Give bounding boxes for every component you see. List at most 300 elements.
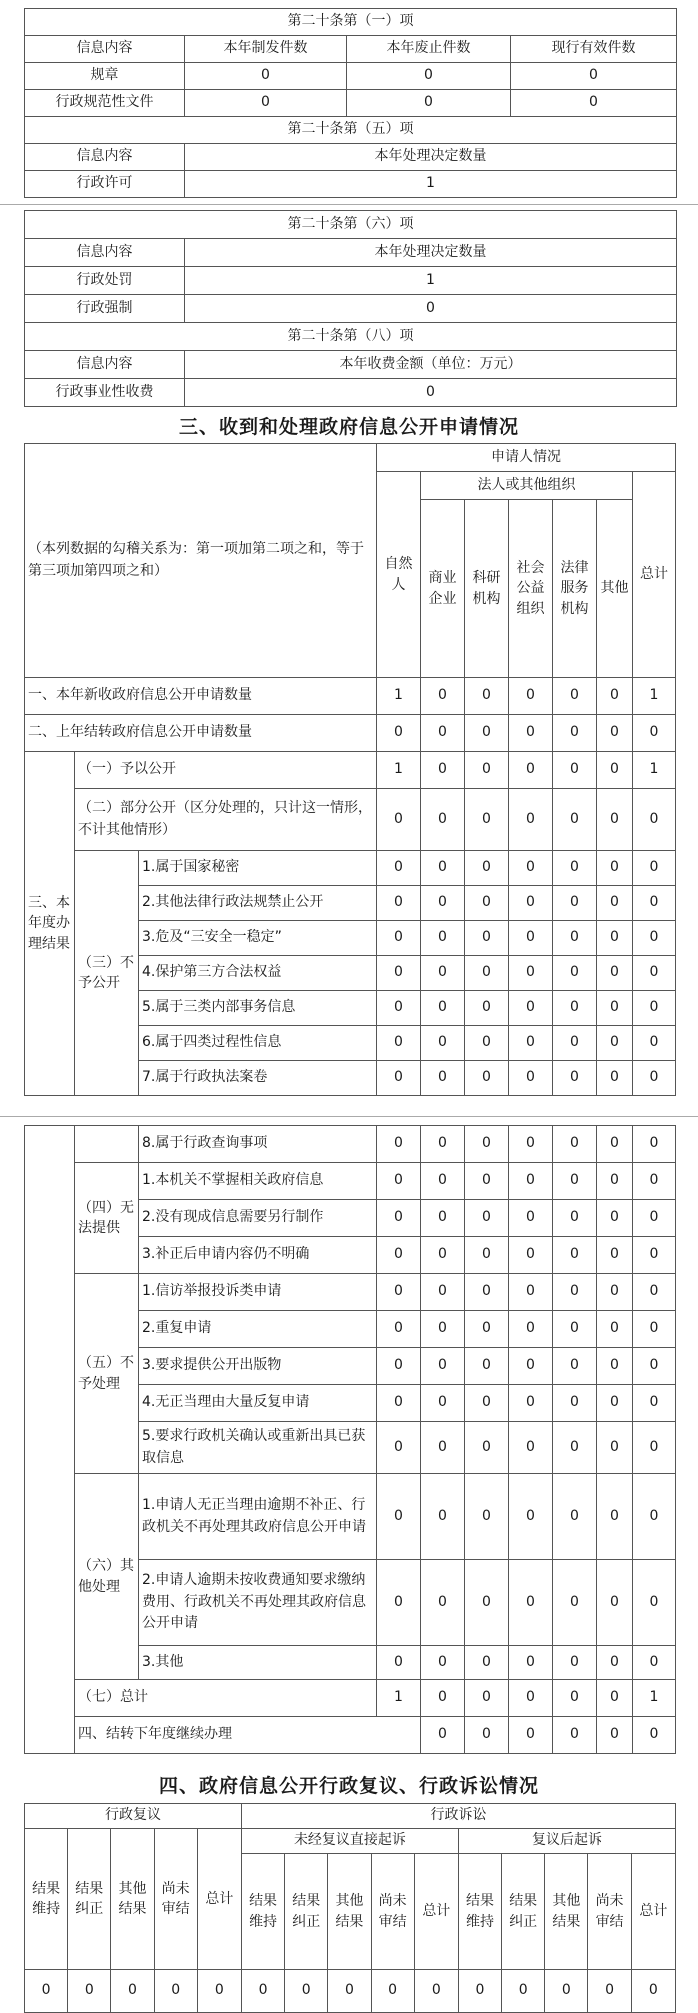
row-label: 5.要求行政机关确认或重新出具已获取信息 — [139, 1422, 377, 1474]
header-cell: 本年收费金额（单位：万元） — [185, 351, 677, 379]
value-cell: 0 — [465, 1061, 509, 1096]
row-label: 二、上年结转政府信息公开申请数量 — [25, 715, 377, 752]
row-label: 一、本年新收政府信息公开申请数量 — [25, 678, 377, 715]
value-cell: 0 — [421, 1474, 465, 1560]
value-cell: 0 — [509, 1163, 553, 1200]
value-cell: 0 — [553, 956, 597, 991]
value-cell: 0 — [511, 63, 677, 90]
row-label: 2.申请人逾期未按收费通知要求缴纳费用、行政机关不再处理其政府信息公开申请 — [139, 1560, 377, 1646]
row-label: 4.保护第三方合法权益 — [139, 956, 377, 991]
col-header: 总计 — [414, 1854, 458, 1970]
value-cell: 0 — [633, 1026, 676, 1061]
value-cell: 0 — [421, 956, 465, 991]
value-cell: 0 — [509, 1026, 553, 1061]
value-cell: 0 — [68, 1970, 111, 2013]
table-applications-part2 — [24, 1125, 676, 1754]
value-cell: 0 — [553, 1560, 597, 1646]
col-header: 总计 — [631, 1854, 675, 1970]
section-heading-4: 四、政府信息公开行政复议、行政诉讼情况 — [158, 1775, 539, 1797]
value-cell: 0 — [465, 789, 509, 851]
value-cell: 0 — [553, 1061, 597, 1096]
section-title: 第二十条第（六）项 — [25, 211, 677, 239]
value-cell: 0 — [421, 715, 465, 752]
subgroup-label: （六）其他处理 — [75, 1474, 139, 1680]
col-header: 其他结果 — [328, 1854, 371, 1970]
col-header: 结果纠正 — [68, 1829, 111, 1970]
value-cell: 0 — [597, 1061, 633, 1096]
table-article20-1-5 — [24, 8, 677, 198]
value-cell: 0 — [458, 1970, 501, 2013]
value-cell: 0 — [633, 1163, 676, 1200]
table-row — [25, 1163, 676, 1200]
value-cell: 0 — [465, 1680, 509, 1717]
table-row — [25, 1717, 676, 1754]
direct-lawsuit-header: 未经复议直接起诉 — [241, 1829, 458, 1854]
value-cell: 0 — [553, 1717, 597, 1754]
value-cell: 0 — [377, 921, 421, 956]
value-cell: 0 — [185, 379, 677, 407]
header-cell: 本年处理决定数量 — [185, 239, 677, 267]
value-cell: 0 — [421, 1422, 465, 1474]
subgroup-label: （五）不予处理 — [75, 1274, 139, 1474]
value-cell: 0 — [597, 678, 633, 715]
header-cell: 本年制发件数 — [185, 36, 347, 63]
row-label: （一）予以公开 — [75, 752, 377, 789]
value-cell: 0 — [509, 1348, 553, 1385]
value-cell: 0 — [597, 1237, 633, 1274]
value-cell: 0 — [597, 1717, 633, 1754]
value-cell: 0 — [421, 1126, 465, 1163]
header-cell: 本年废止件数 — [347, 36, 511, 63]
value-cell: 0 — [509, 1646, 553, 1680]
value-cell: 0 — [465, 1422, 509, 1474]
header-cell: 信息内容 — [25, 239, 185, 267]
value-cell: 0 — [465, 851, 509, 886]
value-cell: 1 — [377, 1680, 421, 1717]
review-header: 行政复议 — [25, 1804, 242, 1829]
value-cell: 0 — [377, 1163, 421, 1200]
table-row — [25, 1126, 676, 1163]
value-cell: 0 — [111, 1970, 154, 2013]
table-review-lawsuit — [24, 1803, 676, 2013]
value-cell: 1 — [185, 171, 677, 198]
value-cell: 0 — [553, 789, 597, 851]
value-cell: 0 — [509, 851, 553, 886]
value-cell: 0 — [553, 1200, 597, 1237]
value-cell: 0 — [347, 90, 511, 117]
table-row — [25, 1970, 676, 2013]
value-cell: 0 — [509, 1311, 553, 1348]
value-cell: 0 — [377, 789, 421, 851]
value-cell: 0 — [509, 1680, 553, 1717]
value-cell: 0 — [597, 1422, 633, 1474]
header-cell: 信息内容 — [25, 36, 185, 63]
value-cell: 0 — [465, 752, 509, 789]
header-cell: 信息内容 — [25, 351, 185, 379]
value-cell: 0 — [633, 1274, 676, 1311]
value-cell: 0 — [465, 1311, 509, 1348]
value-cell: 0 — [509, 1061, 553, 1096]
value-cell: 0 — [631, 1970, 675, 2013]
value-cell: 0 — [597, 752, 633, 789]
value-cell: 0 — [509, 1560, 553, 1646]
value-cell: 0 — [377, 956, 421, 991]
value-cell: 0 — [377, 715, 421, 752]
value-cell: 0 — [465, 678, 509, 715]
value-cell: 0 — [553, 1646, 597, 1680]
table-row — [25, 1474, 676, 1560]
page-separator — [0, 204, 698, 205]
value-cell: 0 — [377, 851, 421, 886]
value-cell: 0 — [465, 1717, 509, 1754]
value-cell: 0 — [509, 991, 553, 1026]
value-cell: 0 — [465, 1163, 509, 1200]
value-cell: 0 — [597, 1680, 633, 1717]
col-legal-service: 法律服务机构 — [553, 500, 597, 678]
value-cell: 0 — [421, 678, 465, 715]
value-cell: 0 — [545, 1970, 588, 2013]
value-cell: 0 — [633, 715, 676, 752]
value-cell: 0 — [553, 851, 597, 886]
value-cell: 0 — [377, 991, 421, 1026]
value-cell: 0 — [509, 1474, 553, 1560]
value-cell: 0 — [377, 1061, 421, 1096]
value-cell: 0 — [421, 1717, 465, 1754]
value-cell: 0 — [377, 1126, 421, 1163]
value-cell: 0 — [553, 1680, 597, 1717]
value-cell: 0 — [421, 1026, 465, 1061]
row-label: 四、结转下年度继续办理 — [75, 1717, 421, 1754]
value-cell: 0 — [553, 921, 597, 956]
value-cell: 0 — [421, 1311, 465, 1348]
row-label: 行政强制 — [25, 295, 185, 323]
value-cell: 0 — [377, 1422, 421, 1474]
value-cell: 0 — [553, 1274, 597, 1311]
value-cell: 0 — [553, 991, 597, 1026]
lawsuit-header: 行政诉讼 — [241, 1804, 675, 1829]
value-cell: 0 — [371, 1970, 414, 2013]
value-cell: 0 — [465, 1026, 509, 1061]
value-cell: 0 — [377, 1311, 421, 1348]
value-cell: 0 — [597, 886, 633, 921]
table-row — [25, 1274, 676, 1311]
value-cell: 0 — [597, 1311, 633, 1348]
row-label: 2.没有现成信息需要另行制作 — [139, 1200, 377, 1237]
value-cell: 0 — [465, 886, 509, 921]
value-cell: 0 — [421, 1163, 465, 1200]
value-cell: 0 — [421, 1385, 465, 1422]
value-cell: 0 — [377, 1026, 421, 1061]
value-cell: 0 — [633, 921, 676, 956]
value-cell: 0 — [597, 1348, 633, 1385]
value-cell: 0 — [185, 63, 347, 90]
value-cell: 0 — [509, 956, 553, 991]
row-label: 行政规范性文件 — [25, 90, 185, 117]
value-cell: 0 — [633, 1560, 676, 1646]
value-cell: 0 — [421, 991, 465, 1026]
value-cell: 0 — [285, 1970, 328, 2013]
group-label: 三、本年度办理结果 — [25, 752, 75, 1096]
col-public-welfare: 社会公益组织 — [509, 500, 553, 678]
row-label: （二）部分公开（区分处理的，只计这一情形，不计其他情形） — [75, 789, 377, 851]
value-cell: 0 — [241, 1970, 284, 2013]
value-cell: 1 — [185, 267, 677, 295]
value-cell: 0 — [509, 678, 553, 715]
value-cell: 0 — [509, 789, 553, 851]
value-cell: 0 — [197, 1970, 241, 2013]
value-cell: 0 — [633, 1311, 676, 1348]
value-cell: 0 — [553, 1237, 597, 1274]
row-label: 规章 — [25, 63, 185, 90]
value-cell: 0 — [597, 1126, 633, 1163]
value-cell: 0 — [377, 886, 421, 921]
value-cell: 0 — [421, 752, 465, 789]
row-label: 2.其他法律行政法规禁止公开 — [139, 886, 377, 921]
value-cell: 0 — [185, 295, 677, 323]
table-row — [25, 789, 676, 851]
value-cell: 0 — [377, 1274, 421, 1311]
row-label: 7.属于行政执法案卷 — [139, 1061, 377, 1096]
value-cell: 0 — [597, 1646, 633, 1680]
value-cell: 0 — [633, 1385, 676, 1422]
table-article20-6-8 — [24, 210, 677, 407]
value-cell: 0 — [465, 1200, 509, 1237]
value-cell: 0 — [633, 1646, 676, 1680]
col-total: 总计 — [633, 472, 676, 678]
col-header: 尚未审结 — [371, 1854, 414, 1970]
col-business: 商业企业 — [421, 500, 465, 678]
value-cell: 0 — [509, 1126, 553, 1163]
value-cell: 0 — [509, 752, 553, 789]
value-cell: 0 — [421, 921, 465, 956]
value-cell: 0 — [465, 715, 509, 752]
value-cell: 0 — [597, 1163, 633, 1200]
value-cell: 0 — [347, 63, 511, 90]
value-cell: 0 — [421, 1680, 465, 1717]
col-header: 结果维持 — [25, 1829, 68, 1970]
col-header: 结果纠正 — [502, 1854, 545, 1970]
value-cell: 0 — [421, 1237, 465, 1274]
col-research: 科研机构 — [465, 500, 509, 678]
col-header: 结果纠正 — [285, 1854, 328, 1970]
value-cell: 0 — [633, 956, 676, 991]
row-label: （七）总计 — [75, 1680, 377, 1717]
value-cell: 0 — [553, 678, 597, 715]
table-row — [25, 1680, 676, 1717]
value-cell: 0 — [553, 752, 597, 789]
row-label: 6.属于四类过程性信息 — [139, 1026, 377, 1061]
value-cell: 0 — [553, 1422, 597, 1474]
row-label: 2.重复申请 — [139, 1311, 377, 1348]
value-cell: 0 — [597, 991, 633, 1026]
value-cell: 0 — [377, 1646, 421, 1680]
value-cell: 0 — [509, 1200, 553, 1237]
value-cell: 0 — [465, 991, 509, 1026]
value-cell: 0 — [421, 851, 465, 886]
value-cell: 0 — [465, 1237, 509, 1274]
value-cell: 0 — [421, 1061, 465, 1096]
value-cell: 1 — [377, 752, 421, 789]
value-cell: 0 — [633, 789, 676, 851]
value-cell: 0 — [509, 1274, 553, 1311]
row-label: 行政许可 — [25, 171, 185, 198]
value-cell: 0 — [633, 1348, 676, 1385]
legal-header: 法人或其他组织 — [421, 472, 633, 500]
value-cell: 0 — [465, 956, 509, 991]
value-cell: 0 — [553, 886, 597, 921]
row-label: 1.属于国家秘密 — [139, 851, 377, 886]
value-cell: 0 — [421, 1646, 465, 1680]
value-cell: 0 — [421, 1200, 465, 1237]
value-cell: 0 — [509, 1422, 553, 1474]
section-title: 第二十条第（一）项 — [25, 9, 677, 36]
header-cell: 本年处理决定数量 — [185, 144, 677, 171]
value-cell: 0 — [509, 1237, 553, 1274]
col-header: 尚未审结 — [588, 1854, 631, 1970]
value-cell: 0 — [377, 1560, 421, 1646]
col-header: 其他结果 — [111, 1829, 154, 1970]
table-row — [25, 752, 676, 789]
value-cell: 0 — [597, 789, 633, 851]
row-label: 3.危及“三安全一稳定” — [139, 921, 377, 956]
table-row — [25, 678, 676, 715]
value-cell: 0 — [597, 1200, 633, 1237]
value-cell: 0 — [553, 1026, 597, 1061]
value-cell: 0 — [465, 1274, 509, 1311]
value-cell: 0 — [328, 1970, 371, 2013]
value-cell: 0 — [154, 1970, 197, 2013]
col-header: 其他结果 — [545, 1854, 588, 1970]
value-cell: 0 — [377, 1474, 421, 1560]
table-row — [25, 715, 676, 752]
value-cell: 0 — [597, 956, 633, 991]
col-header: 结果维持 — [458, 1854, 501, 1970]
value-cell: 0 — [633, 1422, 676, 1474]
value-cell: 0 — [509, 1385, 553, 1422]
subgroup-label: （四）无法提供 — [75, 1163, 139, 1274]
value-cell: 0 — [377, 1385, 421, 1422]
value-cell: 0 — [597, 1026, 633, 1061]
row-label: 1.信访举报投诉类申请 — [139, 1274, 377, 1311]
value-cell: 0 — [553, 1348, 597, 1385]
value-cell: 0 — [421, 886, 465, 921]
row-label: 1.本机关不掌握相关政府信息 — [139, 1163, 377, 1200]
value-cell: 0 — [421, 1274, 465, 1311]
value-cell: 0 — [597, 851, 633, 886]
value-cell: 0 — [553, 1474, 597, 1560]
value-cell: 0 — [633, 1126, 676, 1163]
value-cell: 0 — [465, 1560, 509, 1646]
value-cell: 0 — [633, 991, 676, 1026]
value-cell: 0 — [509, 921, 553, 956]
value-cell: 0 — [633, 886, 676, 921]
value-cell: 0 — [465, 1646, 509, 1680]
value-cell: 0 — [597, 921, 633, 956]
value-cell: 0 — [509, 886, 553, 921]
note-cell: （本列数据的勾稽关系为：第一项加第二项之和，等于第三项加第四项之和） — [25, 444, 377, 678]
row-label: 4.无正当理由大量反复申请 — [139, 1385, 377, 1422]
value-cell: 0 — [465, 1385, 509, 1422]
row-label: 3.其他 — [139, 1646, 377, 1680]
value-cell: 0 — [465, 921, 509, 956]
value-cell: 0 — [633, 1200, 676, 1237]
value-cell: 0 — [597, 1474, 633, 1560]
section-title: 第二十条第（八）项 — [25, 323, 677, 351]
header-cell: 现行有效件数 — [511, 36, 677, 63]
value-cell: 0 — [553, 1163, 597, 1200]
value-cell: 0 — [633, 1717, 676, 1754]
row-label: 3.补正后申请内容仍不明确 — [139, 1237, 377, 1274]
value-cell: 0 — [633, 1237, 676, 1274]
value-cell: 0 — [25, 1970, 68, 2013]
value-cell: 0 — [377, 1237, 421, 1274]
value-cell: 1 — [633, 1680, 676, 1717]
header-cell: 信息内容 — [25, 144, 185, 171]
value-cell: 0 — [509, 715, 553, 752]
value-cell: 0 — [553, 715, 597, 752]
row-label: 行政处罚 — [25, 267, 185, 295]
row-label: 3.要求提供公开出版物 — [139, 1348, 377, 1385]
value-cell: 0 — [588, 1970, 631, 2013]
value-cell: 0 — [633, 1061, 676, 1096]
col-other: 其他 — [597, 500, 633, 678]
row-label: 行政事业性收费 — [25, 379, 185, 407]
value-cell: 0 — [633, 1474, 676, 1560]
value-cell: 0 — [553, 1126, 597, 1163]
row-label: 8.属于行政查询事项 — [139, 1126, 377, 1163]
row-label: 1.申请人无正当理由逾期不补正、行政机关不再处理其政府信息公开申请 — [139, 1474, 377, 1560]
value-cell: 0 — [465, 1474, 509, 1560]
value-cell: 0 — [377, 1200, 421, 1237]
value-cell: 0 — [597, 715, 633, 752]
value-cell: 0 — [421, 1560, 465, 1646]
value-cell: 0 — [377, 1348, 421, 1385]
table-row — [25, 851, 676, 886]
value-cell: 1 — [633, 678, 676, 715]
group-label-continued — [25, 1126, 75, 1754]
subgroup-label: （三）不予公开 — [75, 851, 139, 1096]
col-header: 尚未审结 — [154, 1829, 197, 1970]
col-header: 结果维持 — [241, 1854, 284, 1970]
section-heading-3: 三、收到和处理政府信息公开申请情况 — [178, 416, 519, 438]
subgroup-label-continued — [75, 1126, 139, 1163]
value-cell: 0 — [597, 1385, 633, 1422]
value-cell: 0 — [465, 1348, 509, 1385]
value-cell: 1 — [377, 678, 421, 715]
value-cell: 0 — [185, 90, 347, 117]
table-applications-part1 — [24, 443, 676, 1096]
value-cell: 0 — [553, 1385, 597, 1422]
value-cell: 0 — [633, 851, 676, 886]
applicant-header: 申请人情况 — [377, 444, 676, 472]
section-title: 第二十条第（五）项 — [25, 117, 677, 144]
value-cell: 0 — [509, 1717, 553, 1754]
value-cell: 0 — [414, 1970, 458, 2013]
col-natural-person: 自然人 — [377, 472, 421, 678]
value-cell: 0 — [597, 1274, 633, 1311]
after-review-header: 复议后起诉 — [458, 1829, 675, 1854]
col-header: 总计 — [197, 1829, 241, 1970]
value-cell: 1 — [633, 752, 676, 789]
page-separator — [0, 1116, 698, 1117]
value-cell: 0 — [421, 789, 465, 851]
value-cell: 0 — [502, 1970, 545, 2013]
value-cell: 0 — [511, 90, 677, 117]
value-cell: 0 — [597, 1560, 633, 1646]
value-cell: 0 — [553, 1311, 597, 1348]
value-cell: 0 — [465, 1126, 509, 1163]
value-cell: 0 — [421, 1348, 465, 1385]
